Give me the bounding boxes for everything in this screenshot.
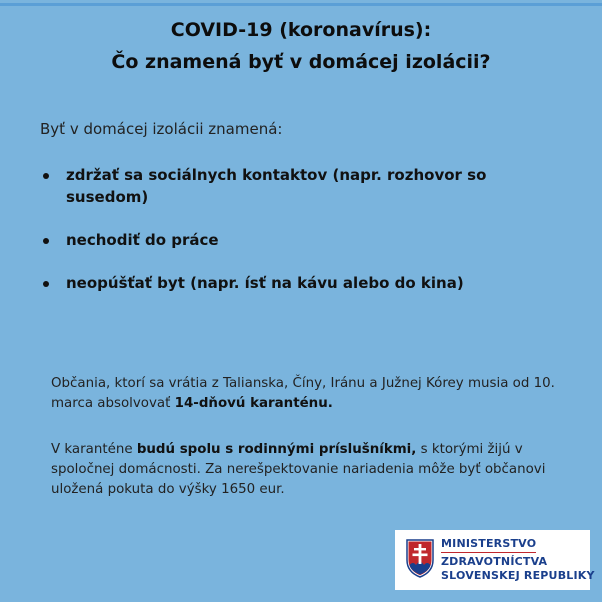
bullet-icon bbox=[43, 173, 49, 179]
title-line-2: Čo znamená byť v domácej izolácii? bbox=[111, 51, 491, 73]
list-item bbox=[40, 164, 560, 208]
bullet-icon bbox=[43, 281, 49, 287]
top-divider-line bbox=[0, 3, 602, 6]
family-text-start: V karanténe bbox=[51, 442, 137, 457]
quarantine-duration: 14-dňovú karanténu. bbox=[174, 396, 333, 411]
quarantine-text: Občania, ktorí sa vrátia z Talianska, Číny, Iránu a Južnej Kórey musia od 10. marca absolvovať bbox=[51, 376, 555, 411]
logo-line-1: MINISTERSTVO bbox=[441, 537, 536, 553]
page-title bbox=[0, 14, 602, 78]
quarantine-paragraph bbox=[51, 374, 556, 414]
slovak-coat-of-arms-icon bbox=[405, 538, 435, 578]
bullet-list bbox=[40, 164, 560, 294]
logo-line-3: SLOVENSKEJ REPUBLIKY bbox=[441, 569, 595, 582]
bullet-icon bbox=[43, 238, 49, 244]
intro-text: Byť v domácej izolácii znamená: bbox=[40, 120, 283, 138]
ministry-logo bbox=[395, 530, 595, 590]
bullet-text: neopúšťať byt (napr. ísť na kávu alebo do kina) bbox=[66, 274, 464, 292]
bullet-text: zdržať sa sociálnych kontaktov (napr. rozhovor so susedom) bbox=[66, 166, 487, 206]
list-item bbox=[40, 272, 560, 294]
logo-line-2: ZDRAVOTNÍCTVA bbox=[441, 555, 548, 568]
family-text-bold: budú spolu s rodinnými príslušníkmi, bbox=[136, 442, 417, 457]
title-line-1: COVID-19 (koronavírus): bbox=[170, 19, 432, 41]
logo-text bbox=[441, 537, 595, 583]
family-text-end: s ktorými žijú v spoločnej domácnosti. Za nerešpektovanie nariadenia môže byť občanovi uložená pokuta do výšky 1650 eur. bbox=[51, 442, 546, 497]
family-paragraph bbox=[51, 440, 556, 500]
list-item bbox=[40, 229, 560, 251]
bullet-text: nechodiť do práce bbox=[66, 231, 219, 249]
